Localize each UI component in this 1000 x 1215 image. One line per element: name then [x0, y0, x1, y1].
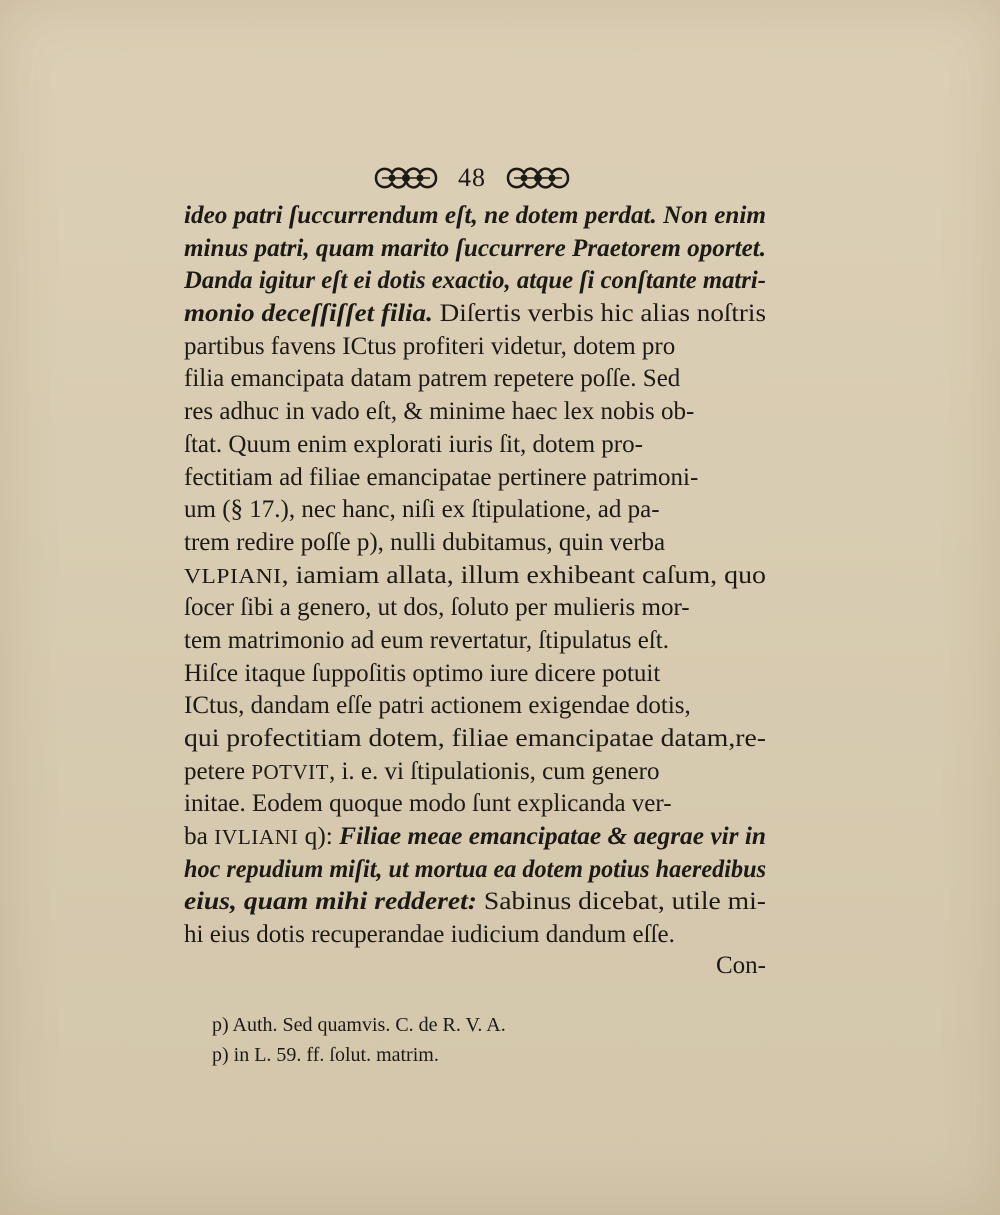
text-segment: ſocer ſibi a genero, ut dos, ſoluto per mulieris mor-	[184, 594, 690, 622]
footnotes	[212, 1010, 772, 1070]
italic-quote: monio deceſſiſſet filia.	[184, 300, 433, 328]
text-segment: trem redire poſſe p), nulli dubitamus, quin verba	[184, 528, 666, 556]
page-header	[372, 158, 572, 198]
text-segment: filia emancipata datam patrem repetere poſſe. Sed	[184, 365, 681, 393]
text-segment: partibus favens ICtus profiteri videtur, dotem pro	[184, 332, 676, 360]
text-segment: um (§ 17.), nec hanc, niſi ex ſtipulatione, ad pa-	[184, 496, 660, 524]
small-caps-name: POTVIT	[251, 759, 329, 784]
text-line	[184, 690, 766, 723]
text-line	[184, 494, 766, 527]
text-line	[184, 462, 766, 495]
text-line	[184, 363, 766, 396]
text-segment: petere	[184, 757, 252, 785]
small-caps-name: VLPIANI	[184, 563, 282, 588]
body-text	[184, 200, 766, 952]
italic-quote: hoc repudium miſit, ut mortua ea dotem potius haeredibus	[184, 855, 766, 883]
italic-quote: Non enim	[663, 202, 766, 229]
text-line	[184, 200, 766, 233]
footnote: p) in L. 59. ff. ſolut. matrim.	[212, 1044, 439, 1066]
footnote: p) Auth. Sed quamvis. C. de R. V. A.	[212, 1014, 506, 1036]
text-line	[184, 396, 766, 429]
left-ornament-icon	[372, 163, 440, 193]
text-segment: , i. e. vi ſtipulationis, cum genero	[328, 757, 660, 785]
text-line	[184, 560, 766, 593]
catchword: Con-	[716, 952, 766, 979]
text-segment: ICtus, dandam eſſe patri actionem exigendae dotis,	[184, 692, 691, 720]
text-line	[184, 919, 766, 952]
text-segment: ba	[184, 823, 215, 851]
text-line	[184, 298, 766, 331]
text-line	[184, 788, 766, 821]
text-segment: , iamiam allata, illum exhibeant caſum, quo	[281, 561, 766, 589]
text-line	[184, 625, 766, 658]
small-caps-name: IVLIANI	[214, 825, 299, 850]
text-line	[184, 723, 766, 756]
text-line	[184, 265, 766, 298]
text-line	[184, 756, 766, 789]
text-line	[184, 886, 766, 919]
text-segment: qui profectitiam dotem, filiae emancipatae datam,re-	[184, 725, 766, 752]
italic-quote: Filiae meae emancipatae & aegrae vir in	[339, 823, 766, 851]
text-segment: initae. Eodem quoque modo ſunt explicanda ver-	[184, 790, 672, 818]
italic-quote: eius, quam mihi redderet:	[184, 888, 477, 916]
text-line	[184, 331, 766, 364]
text-line	[184, 821, 766, 854]
page-number: 48	[458, 163, 486, 192]
right-ornament-icon	[504, 163, 572, 193]
italic-quote: ideo patri ſuccurrendum eſt, ne dotem perdat.	[184, 202, 657, 229]
text-line	[184, 658, 766, 691]
text-line	[184, 233, 766, 266]
text-segment: tem matrimonio ad eum revertatur, ſtipulatus eſt.	[184, 626, 669, 654]
catchword-line	[184, 952, 766, 980]
italic-quote: Danda igitur eſt ei dotis exactio, atque ſi conſtante matri-	[184, 267, 766, 295]
text-segment: ſtat. Quum enim explorati iuris ſit, dotem pro-	[184, 430, 643, 458]
text-line	[184, 527, 766, 560]
text-segment: Hiſce itaque ſuppoſitis optimo iure dicere potuit	[184, 659, 661, 687]
text-segment: fectitiam ad filiae emancipatae pertinere patrimoni-	[184, 463, 699, 491]
text-segment: q):	[298, 823, 340, 851]
text-line	[184, 429, 766, 462]
text-segment: Diſertis verbis hic alias noſtris	[432, 300, 766, 328]
text-segment: res adhuc in vado eſt, & minime haec lex nobis ob-	[184, 398, 695, 426]
text-line	[184, 854, 766, 887]
italic-quote: minus patri, quam marito ſuccurrere Praetorem oportet.	[184, 234, 766, 262]
text-segment: hi eius dotis recuperandae iudicium dandum eſſe.	[184, 921, 675, 949]
text-line	[184, 592, 766, 625]
text-segment: Sabinus dicebat, utile mi-	[476, 888, 766, 916]
